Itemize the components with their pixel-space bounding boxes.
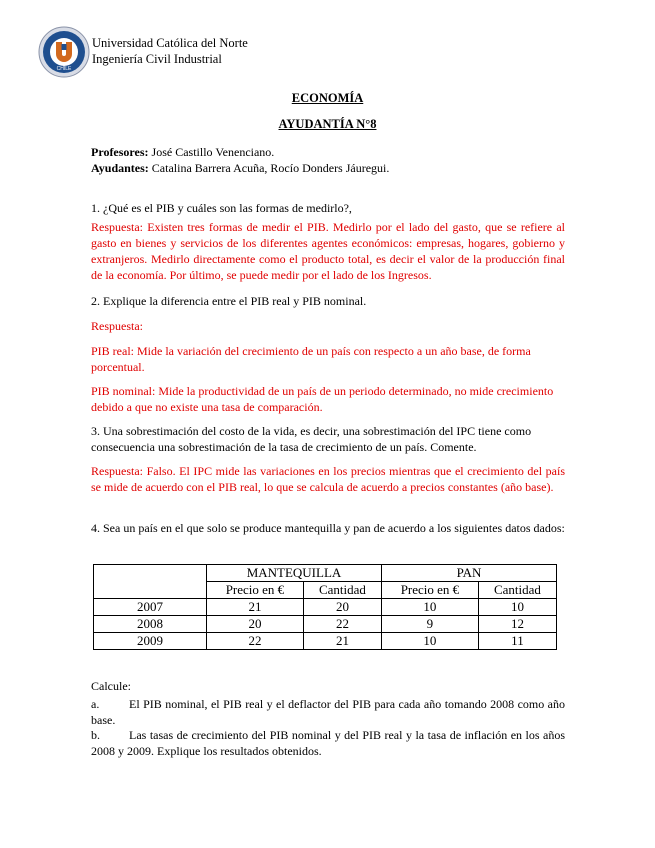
- sub-header: Precio en €: [207, 582, 304, 599]
- question-1: 1. ¿Qué es el PIB y cuáles son las formas de medirlo?,: [91, 201, 352, 215]
- table-cell: 10: [381, 633, 478, 650]
- profesores-names: José Castillo Venenciano.: [151, 145, 275, 159]
- list-item-a: [91, 696, 565, 728]
- year-cell: 2007: [94, 599, 207, 616]
- logo-text: CHILE: [56, 66, 72, 72]
- table-cell: 20: [303, 599, 381, 616]
- table-cell: 10: [478, 599, 556, 616]
- question-4: 4. Sea un país en el que solo se produce mantequilla y pan de acuerdo a los siguientes datos dados:: [91, 521, 565, 535]
- table-sub-header-row: [94, 582, 557, 599]
- university-logo: [38, 26, 90, 78]
- document-subtitle: AYUDANTÍA N°8: [278, 117, 377, 131]
- sub-header: Precio en €: [381, 582, 478, 599]
- ayudantes-label: Ayudantes:: [91, 161, 149, 175]
- year-cell: 2008: [94, 616, 207, 633]
- staff-block: [91, 144, 565, 176]
- table-corner-cell: [94, 565, 207, 582]
- answer-2-nominal: PIB nominal: Mide la productividad de un país de un periodo determinado, no mide crecimiento debido a que no existe una tasa de comparación.: [91, 384, 554, 414]
- answer-2-real: PIB real: Mide la variación del crecimiento de un país con respecto a un año base, de forma porcentual.: [91, 344, 531, 374]
- table-cell: 21: [303, 633, 381, 650]
- table-cell: 9: [381, 616, 478, 633]
- table-cell: 21: [207, 599, 304, 616]
- data-table: [93, 564, 557, 650]
- question-3: 3. Una sobrestimación del costo de la vida, es decir, una sobrestimación del IPC tiene como consecuencia una sobrestimación de la tasa de crecimiento de un país. Comente.: [91, 424, 532, 454]
- department-name: Ingeniería Civil Industrial: [92, 52, 222, 66]
- table-cell: 22: [303, 616, 381, 633]
- table-cell: 12: [478, 616, 556, 633]
- table-row: [94, 599, 557, 616]
- ayudantes-line: [91, 160, 565, 176]
- profesores-line: [91, 144, 565, 160]
- question-2: 2. Explique la diferencia entre el PIB real y PIB nominal.: [91, 294, 367, 308]
- group-header-mantequilla: MANTEQUILLA: [207, 565, 382, 582]
- ayudantes-names: Catalina Barrera Acuña, Rocío Donders Jáuregui.: [151, 161, 390, 175]
- table-cell: 22: [207, 633, 304, 650]
- table-row: [94, 633, 557, 650]
- university-name: Universidad Católica del Norte: [92, 36, 248, 50]
- group-header-pan: PAN: [381, 565, 556, 582]
- answer-2-label: Respuesta:: [91, 319, 143, 333]
- answer-1: Respuesta: Existen tres formas de medir el PIB. Medirlo por el lado del gasto, que se refiere al gasto en bienes y servicios de los diferentes agentes económicos: empresas, hogares, gobierno y extranjeros. Medirlo directamente como el producto total, es decir el valor de la producción final de la economía. Por último, se puede medir por el lado de los Ingresos.: [91, 220, 565, 282]
- list-item-text: Las tasas de crecimiento del PIB nominal y del PIB real y la tasa de inflación en los años 2008 y 2009. Explique los resultados obtenidos.: [91, 728, 565, 758]
- table-group-header-row: [94, 565, 557, 582]
- table-cell: 11: [478, 633, 556, 650]
- list-item-b: [91, 727, 565, 759]
- table-row: [94, 616, 557, 633]
- institution-header: [92, 35, 248, 67]
- list-item-label: b.: [91, 728, 100, 742]
- list-item-text: El PIB nominal, el PIB real y el deflactor del PIB para cada año tomando 2008 como año base.: [91, 697, 565, 727]
- list-item-label: a.: [91, 697, 100, 711]
- table-cell: 10: [381, 599, 478, 616]
- table-cell: 20: [207, 616, 304, 633]
- sub-header: Cantidad: [303, 582, 381, 599]
- sub-header: Cantidad: [478, 582, 556, 599]
- year-cell: 2009: [94, 633, 207, 650]
- answer-3: Respuesta: Falso. El IPC mide las variaciones en los precios mientras que el crecimiento del país se mide de acuerdo con el PIB real, lo que se calcula de acuerdo a precios constantes (año base).: [91, 464, 565, 494]
- document-title: ECONOMÍA: [291, 91, 364, 105]
- profesores-label: Profesores:: [91, 145, 149, 159]
- table-corner-cell-2: [94, 582, 207, 599]
- calcule-label: Calcule:: [91, 679, 131, 693]
